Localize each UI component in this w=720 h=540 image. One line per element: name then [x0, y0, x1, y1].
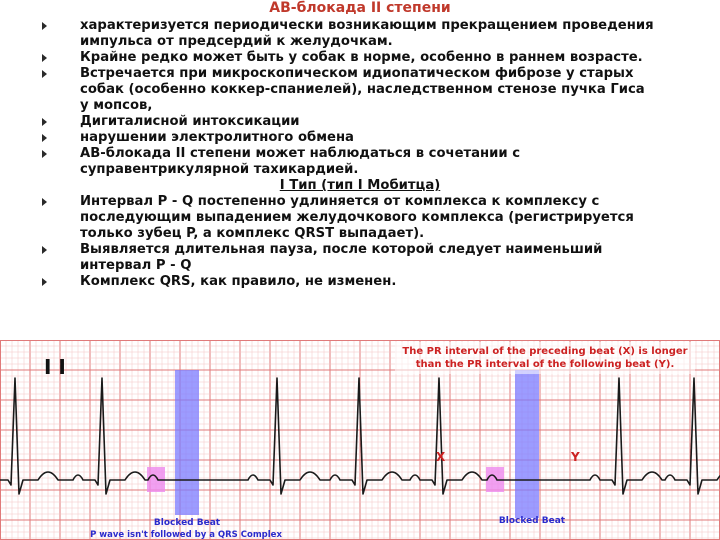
- text-line: [0, 18, 720, 34]
- text-line-text: характеризуется периодически возникающим прекращением проведения: [80, 18, 654, 33]
- lead-label: I I: [44, 355, 66, 379]
- section-heading-text: I Тип (тип I Мобитца): [279, 178, 441, 193]
- text-line-text: интервал P - Q: [80, 258, 192, 273]
- text-line-text: собак (особенно коккер-спаниелей), наследственном стенозе пучка Гиса: [80, 82, 645, 97]
- bullet-arrow-icon: [42, 22, 47, 30]
- ecg-strip: [0, 340, 720, 540]
- text-line-text: Дигиталисной интоксикации: [80, 114, 300, 129]
- text-line: [0, 194, 720, 210]
- text-line: [0, 82, 720, 98]
- text-line-text: Интервал P - Q постепенно удлиняется от комплекса к комплексу с: [80, 194, 600, 209]
- text-line: [0, 146, 720, 162]
- blocked-beat-highlight-2: [515, 370, 539, 518]
- bullet-arrow-icon: [42, 278, 47, 286]
- pr-note-line1: The PR interval of the preceding beat (X) is longer: [402, 346, 688, 357]
- blocked-beat-caption-1: P wave isn't followed by a QRS Complex: [90, 530, 282, 540]
- text-line: [0, 210, 720, 226]
- text-line: [0, 258, 720, 274]
- bullet-arrow-icon: [42, 198, 47, 206]
- blocked-beat-label-1: Blocked Beat: [153, 518, 221, 528]
- text-line-text: у мопсов,: [80, 98, 153, 113]
- text-line-text: нарушении электролитного обмена: [80, 130, 354, 145]
- slide-title: АВ-блокада II степени: [269, 0, 451, 16]
- bullet-arrow-icon: [42, 118, 47, 126]
- bullet-arrow-icon: [42, 246, 47, 254]
- text-line: [0, 34, 720, 50]
- text-line-text: АВ-блокада II степени может наблюдаться в сочетании с: [80, 146, 521, 161]
- section-heading: [0, 178, 720, 194]
- blocked-beat-label-2: Blocked Beat: [498, 516, 566, 526]
- text-line: [0, 242, 720, 258]
- text-line-text: Выявляется длительная пауза, после которой следует наименьший: [80, 242, 603, 257]
- text-line: [0, 50, 720, 66]
- text-line-text: последующим выпадением желудочкового комплекса (регистрируется: [80, 210, 634, 225]
- text-line: [0, 130, 720, 146]
- text-line: [0, 274, 720, 290]
- text-line-text: суправентрикулярной тахикардией.: [80, 162, 359, 177]
- text-line: [0, 226, 720, 242]
- text-line: [0, 98, 720, 114]
- bullet-arrow-icon: [42, 150, 47, 158]
- blocked-beat-highlight-1: [175, 370, 199, 515]
- pr-note-line2: than the PR interval of the following beat (Y).: [415, 359, 675, 370]
- text-line: [0, 114, 720, 130]
- bullet-arrow-icon: [42, 54, 47, 62]
- text-line-text: импульса от предсердий к желудочкам.: [80, 34, 393, 49]
- label-x: X: [436, 450, 446, 464]
- text-line-text: Встречается при микроскопическом идиопатическом фиброзе у старых: [80, 66, 634, 81]
- text-line-text: только зубец P, а комплекс QRST выпадает).: [80, 226, 425, 241]
- text-line: [0, 66, 720, 82]
- text-line: [0, 162, 720, 178]
- text-line-text: Крайне редко может быть у собак в норме, особенно в раннем возрасте.: [80, 50, 643, 65]
- text-line-text: Комплекс QRS, как правило, не изменен.: [80, 274, 397, 289]
- label-y: Y: [571, 450, 580, 464]
- bullet-arrow-icon: [42, 70, 47, 78]
- bullet-arrow-icon: [42, 134, 47, 142]
